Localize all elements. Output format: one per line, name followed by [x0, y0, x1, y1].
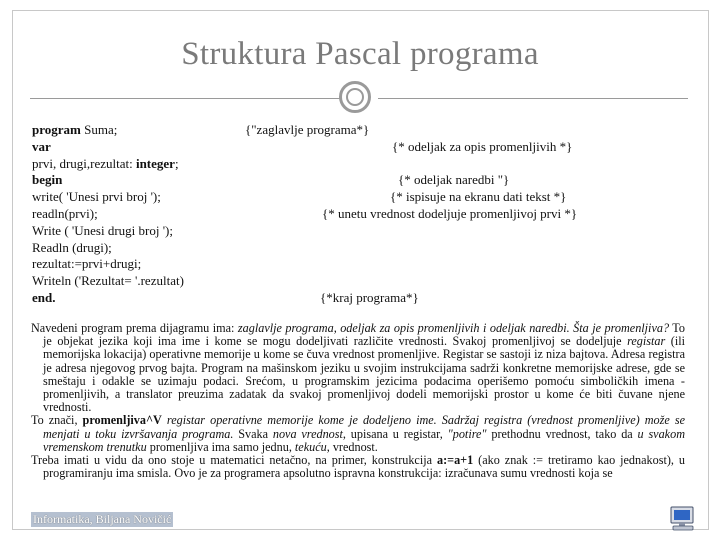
code-keyword: begin — [32, 172, 63, 188]
code-line — [32, 206, 692, 223]
code-text: write( 'Unesi prvi broj '); — [32, 189, 161, 205]
code-text: Suma; — [80, 122, 118, 137]
slide-footer: Informatika, Biljana Novičić — [33, 512, 172, 526]
code-comment: {* odeljak za opis promenljivih *} — [392, 138, 573, 154]
paragraph: Treba imati u vidu da ono stoje u matematici netačno, na primer, konstrukcija a:=a+1 (ako znak := tretiramo kao jednakost), u programiranju ima smisla. Ovo je za programera apsolutno ispravna konstrukcija: izračunava sumu vrednosti koja se — [31, 453, 685, 481]
code-text: Write ( 'Unesi drugi broj '); — [32, 222, 173, 238]
code-text: readln(prvi); — [32, 205, 98, 221]
explanation-text — [31, 322, 685, 480]
computer-icon — [668, 506, 698, 532]
code-line — [32, 156, 692, 173]
code-keyword: end. — [32, 289, 56, 305]
code-line — [32, 139, 692, 156]
code-keyword: integer — [135, 155, 175, 171]
code-line — [32, 273, 692, 290]
code-line — [32, 223, 692, 240]
code-comment: {* ispisuje na ekranu dati tekst *} — [390, 189, 567, 205]
code-line — [32, 172, 692, 189]
code-text: prvi, drugi,rezultat: — [32, 155, 136, 171]
code-text: rezultat:=prvi+drugi; — [32, 256, 142, 272]
code-keyword: program — [32, 122, 81, 137]
paragraph: To znači, promenljiva^V registar operativne memorije kome je dodeljeno ime. Sadržaj registra (vrednost promenljive) može se menjati u toku izvršavanja programa. Svaka nova vrednost, upisana u registar, "potire" prethodnu vrednost, tako da u svakom vremenskom trenutku promenljiva ima samo jednu, tekuću, vrednost. — [31, 413, 685, 454]
code-comment: {"zaglavlje programa*} — [245, 122, 370, 137]
code-block — [32, 122, 692, 307]
code-line — [32, 256, 692, 273]
code-line — [32, 290, 692, 307]
code-line — [32, 122, 692, 139]
code-text: Readln (drugi); — [32, 239, 112, 255]
code-line — [32, 240, 692, 257]
title-ring-icon — [339, 81, 371, 113]
title-rule-right — [378, 98, 688, 99]
code-comment: {*kraj programa*} — [320, 289, 419, 305]
code-keyword: var — [32, 138, 51, 154]
title-rule-left — [30, 98, 348, 99]
code-text: ; — [174, 155, 179, 171]
code-comment: {* unetu vrednost dodeljuje promenljivoj prvi *} — [322, 205, 578, 221]
slide-title: Struktura Pascal programa — [181, 36, 539, 72]
code-comment: {* odeljak naredbi "} — [398, 172, 510, 188]
code-text: Writeln ('Rezultat= '.rezultat) — [32, 273, 184, 289]
paragraph: Navedeni program prema dijagramu ima: zaglavlje programa, odeljak za opis promenljivih i odeljak naredbi. Šta je promenljiva? To je objekat jezika koji ima ime i kome se mogu dodeljivati različite vrednosti. Svakoj promenljivoj se dodeljuje registar (ili memorijska lokacija) operativne memorije u kome se čuva vrednost promenljive. Registar se sastoji iz niza bajtova. Adresa registra je adresa njegovog prvog bajta. Program na mašinskom jeziku u svojim instrukcijama sadrži konkretne memorijske adrese, gde se smeštaju i odakle se uzimaju podaci. Srećom, u programskim jezicima podacima operišemo pomoću simboličkih imena -promenljivih, a translator preuzima zadatak da svakoj promenljivoj dodeli memorijski prostor u kome će biti čuvane njene vrednosti. — [31, 321, 685, 415]
code-line — [32, 189, 692, 206]
